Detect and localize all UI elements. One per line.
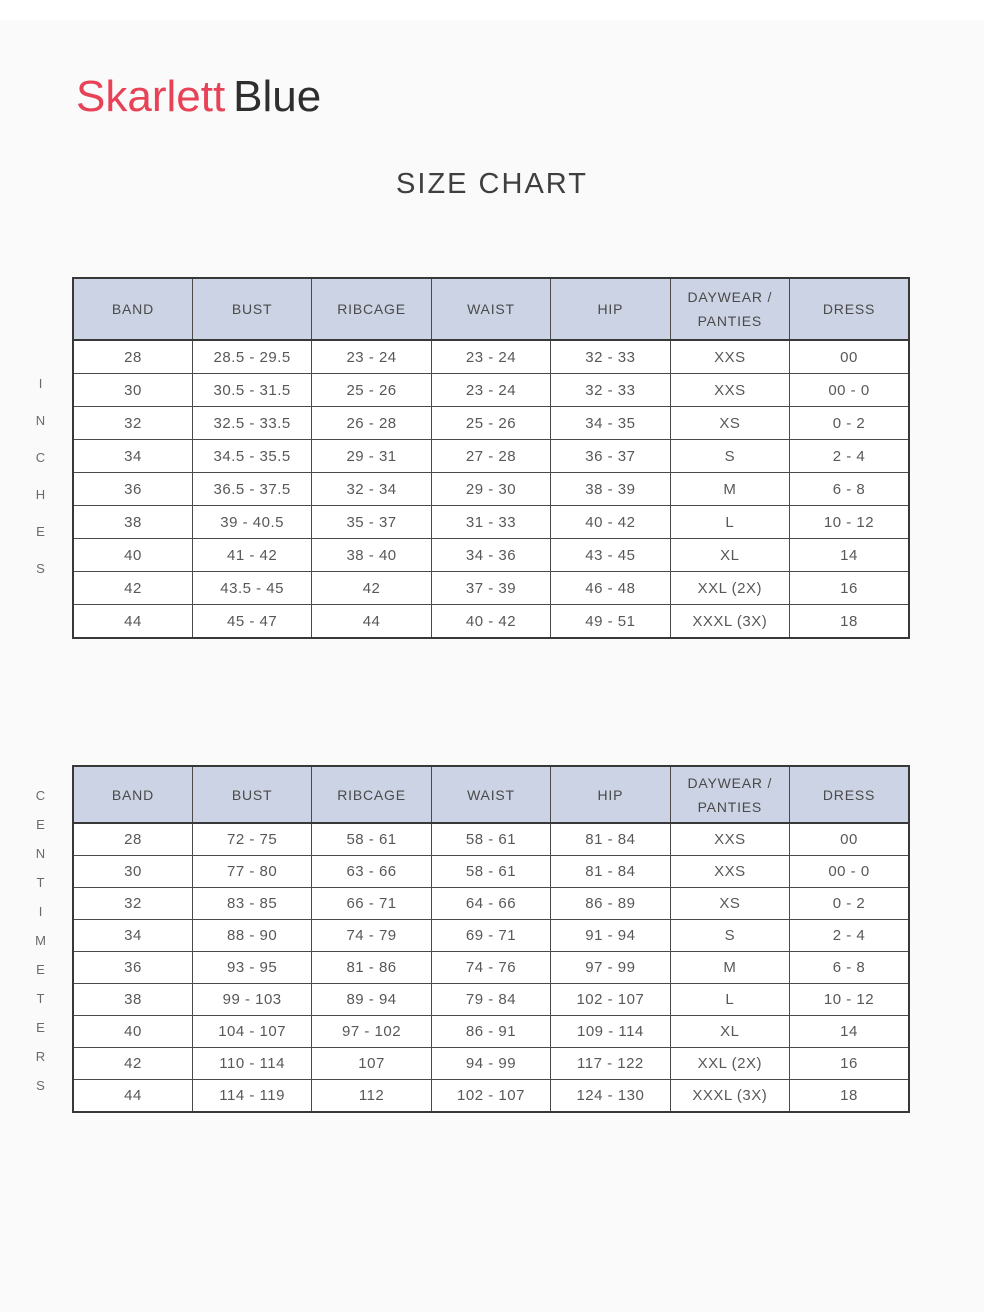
table-cell: 97 - 99	[551, 952, 670, 984]
table-cell: 99 - 103	[192, 984, 311, 1016]
table-row	[73, 572, 909, 605]
table-cell: 79 - 84	[431, 984, 550, 1016]
table-cell: 74 - 79	[312, 920, 431, 952]
inches-unit-label: INCHES	[33, 376, 48, 598]
table-cell: 0 - 2	[790, 888, 909, 920]
table-cell: 40	[73, 1016, 192, 1048]
table-cell: 45 - 47	[192, 605, 311, 639]
column-header: HIP	[551, 766, 670, 823]
table-cell: 29 - 30	[431, 473, 550, 506]
table-cell: 6 - 8	[790, 952, 909, 984]
inches-size-table	[72, 277, 910, 639]
table-cell: 46 - 48	[551, 572, 670, 605]
table-cell: 63 - 66	[312, 856, 431, 888]
table-cell: 74 - 76	[431, 952, 550, 984]
brand-logo-first-word: Skarlett	[76, 72, 226, 121]
table-cell: 38	[73, 506, 192, 539]
table-cell: 58 - 61	[312, 823, 431, 856]
table-cell: 114 - 119	[192, 1080, 311, 1113]
table-cell: XL	[670, 1016, 789, 1048]
centimeters-size-table	[72, 765, 910, 1113]
table-cell: 32.5 - 33.5	[192, 407, 311, 440]
header-row	[73, 278, 909, 340]
table-cell: 2 - 4	[790, 920, 909, 952]
table-cell: M	[670, 952, 789, 984]
table-row	[73, 984, 909, 1016]
table-cell: 102 - 107	[551, 984, 670, 1016]
brand-logo-second-word: Blue	[233, 72, 322, 121]
table-cell: 42	[73, 572, 192, 605]
table-cell: XXL (2X)	[670, 572, 789, 605]
table-row	[73, 473, 909, 506]
table-cell: 10 - 12	[790, 506, 909, 539]
table-cell: 102 - 107	[431, 1080, 550, 1113]
table-row	[73, 605, 909, 639]
table-cell: XXXL (3X)	[670, 605, 789, 639]
table-cell: 34 - 36	[431, 539, 550, 572]
table-cell: 58 - 61	[431, 823, 550, 856]
table-row	[73, 952, 909, 984]
table-cell: 109 - 114	[551, 1016, 670, 1048]
table-cell: 107	[312, 1048, 431, 1080]
table-cell: XS	[670, 888, 789, 920]
table-cell: 32	[73, 407, 192, 440]
table-cell: 36	[73, 473, 192, 506]
table-cell: M	[670, 473, 789, 506]
table-cell: 35 - 37	[312, 506, 431, 539]
table-cell: 23 - 24	[312, 340, 431, 374]
column-header: RIBCAGE	[312, 278, 431, 340]
column-header: HIP	[551, 278, 670, 340]
table-cell: 30	[73, 856, 192, 888]
table-cell: 40 - 42	[431, 605, 550, 639]
table-cell: XXS	[670, 823, 789, 856]
table-cell: 10 - 12	[790, 984, 909, 1016]
table-cell: S	[670, 440, 789, 473]
table-cell: 44	[73, 605, 192, 639]
column-header: WAIST	[431, 766, 550, 823]
table-cell: 42	[73, 1048, 192, 1080]
column-header: BUST	[192, 278, 311, 340]
table-cell: 86 - 91	[431, 1016, 550, 1048]
table-cell: L	[670, 984, 789, 1016]
table-cell: 40	[73, 539, 192, 572]
table-cell: 43.5 - 45	[192, 572, 311, 605]
table-row	[73, 374, 909, 407]
header-row	[73, 766, 909, 823]
table-cell: 44	[312, 605, 431, 639]
table-cell: 77 - 80	[192, 856, 311, 888]
table-cell: 23 - 24	[431, 374, 550, 407]
table-cell: 37 - 39	[431, 572, 550, 605]
table-cell: 72 - 75	[192, 823, 311, 856]
table-cell: 26 - 28	[312, 407, 431, 440]
table-cell: 124 - 130	[551, 1080, 670, 1113]
table-cell: 97 - 102	[312, 1016, 431, 1048]
table-cell: XXS	[670, 374, 789, 407]
table-cell: 30	[73, 374, 192, 407]
table-cell: 34	[73, 440, 192, 473]
page-title: SIZE CHART	[396, 168, 588, 200]
table-cell: 38 - 40	[312, 539, 431, 572]
table-cell: 00 - 0	[790, 856, 909, 888]
centimeters-unit-label: CENTIMETERS	[33, 788, 48, 1107]
table-cell: 44	[73, 1080, 192, 1113]
table-cell: 49 - 51	[551, 605, 670, 639]
table-cell: 91 - 94	[551, 920, 670, 952]
table-row	[73, 920, 909, 952]
table-cell: 89 - 94	[312, 984, 431, 1016]
table-cell: 25 - 26	[431, 407, 550, 440]
column-header: RIBCAGE	[312, 766, 431, 823]
brand-logo	[76, 72, 321, 122]
table-row	[73, 506, 909, 539]
table-cell: 18	[790, 1080, 909, 1113]
table-cell: 39 - 40.5	[192, 506, 311, 539]
table-cell: 64 - 66	[431, 888, 550, 920]
table-cell: 42	[312, 572, 431, 605]
table-cell: 86 - 89	[551, 888, 670, 920]
table-cell: 58 - 61	[431, 856, 550, 888]
table-cell: 93 - 95	[192, 952, 311, 984]
table-cell: XXS	[670, 856, 789, 888]
table-cell: XXL (2X)	[670, 1048, 789, 1080]
table-row	[73, 856, 909, 888]
table-cell: 36.5 - 37.5	[192, 473, 311, 506]
table-cell: 00	[790, 823, 909, 856]
table-cell: 23 - 24	[431, 340, 550, 374]
column-header: BAND	[73, 278, 192, 340]
table-cell: 28.5 - 29.5	[192, 340, 311, 374]
table-cell: 34.5 - 35.5	[192, 440, 311, 473]
table-cell: 28	[73, 340, 192, 374]
table-cell: 34 - 35	[551, 407, 670, 440]
table-cell: 81 - 86	[312, 952, 431, 984]
column-header: DAYWEAR / PANTIES	[670, 278, 789, 340]
table-cell: 25 - 26	[312, 374, 431, 407]
table-row	[73, 539, 909, 572]
table-cell: XS	[670, 407, 789, 440]
table-cell: 30.5 - 31.5	[192, 374, 311, 407]
top-strip	[0, 0, 984, 20]
table-cell: 6 - 8	[790, 473, 909, 506]
table-cell: 104 - 107	[192, 1016, 311, 1048]
table-cell: 40 - 42	[551, 506, 670, 539]
table-cell: 32	[73, 888, 192, 920]
table-cell: 69 - 71	[431, 920, 550, 952]
table-cell: 117 - 122	[551, 1048, 670, 1080]
table-cell: 00	[790, 340, 909, 374]
table-cell: 0 - 2	[790, 407, 909, 440]
column-header: DRESS	[790, 766, 909, 823]
table-cell: 112	[312, 1080, 431, 1113]
column-header: BUST	[192, 766, 311, 823]
table-cell: 110 - 114	[192, 1048, 311, 1080]
table-row	[73, 1016, 909, 1048]
table-cell: 27 - 28	[431, 440, 550, 473]
table-row	[73, 1048, 909, 1080]
table-cell: 81 - 84	[551, 856, 670, 888]
column-header: WAIST	[431, 278, 550, 340]
table-row	[73, 440, 909, 473]
table-cell: 94 - 99	[431, 1048, 550, 1080]
column-header: BAND	[73, 766, 192, 823]
table-row	[73, 888, 909, 920]
table-cell: 38 - 39	[551, 473, 670, 506]
table-cell: 31 - 33	[431, 506, 550, 539]
table-cell: 66 - 71	[312, 888, 431, 920]
table-row	[73, 823, 909, 856]
table-cell: XXS	[670, 340, 789, 374]
table-cell: L	[670, 506, 789, 539]
table-cell: 29 - 31	[312, 440, 431, 473]
table-cell: 36	[73, 952, 192, 984]
table-cell: 32 - 33	[551, 340, 670, 374]
table-cell: 41 - 42	[192, 539, 311, 572]
table-cell: 00 - 0	[790, 374, 909, 407]
table-cell: 32 - 33	[551, 374, 670, 407]
table-cell: 16	[790, 1048, 909, 1080]
table-cell: 88 - 90	[192, 920, 311, 952]
table-cell: 38	[73, 984, 192, 1016]
table-row	[73, 407, 909, 440]
table-cell: 43 - 45	[551, 539, 670, 572]
table-cell: 81 - 84	[551, 823, 670, 856]
table-cell: S	[670, 920, 789, 952]
column-header: DRESS	[790, 278, 909, 340]
table-cell: 28	[73, 823, 192, 856]
table-cell: 83 - 85	[192, 888, 311, 920]
table-cell: 32 - 34	[312, 473, 431, 506]
table-cell: 2 - 4	[790, 440, 909, 473]
table-cell: 18	[790, 605, 909, 639]
table-cell: 36 - 37	[551, 440, 670, 473]
table-cell: 14	[790, 1016, 909, 1048]
table-cell: XXXL (3X)	[670, 1080, 789, 1113]
table-cell: 14	[790, 539, 909, 572]
column-header: DAYWEAR / PANTIES	[670, 766, 789, 823]
table-cell: 16	[790, 572, 909, 605]
table-cell: 34	[73, 920, 192, 952]
table-cell: XL	[670, 539, 789, 572]
table-row	[73, 340, 909, 374]
table-row	[73, 1080, 909, 1113]
